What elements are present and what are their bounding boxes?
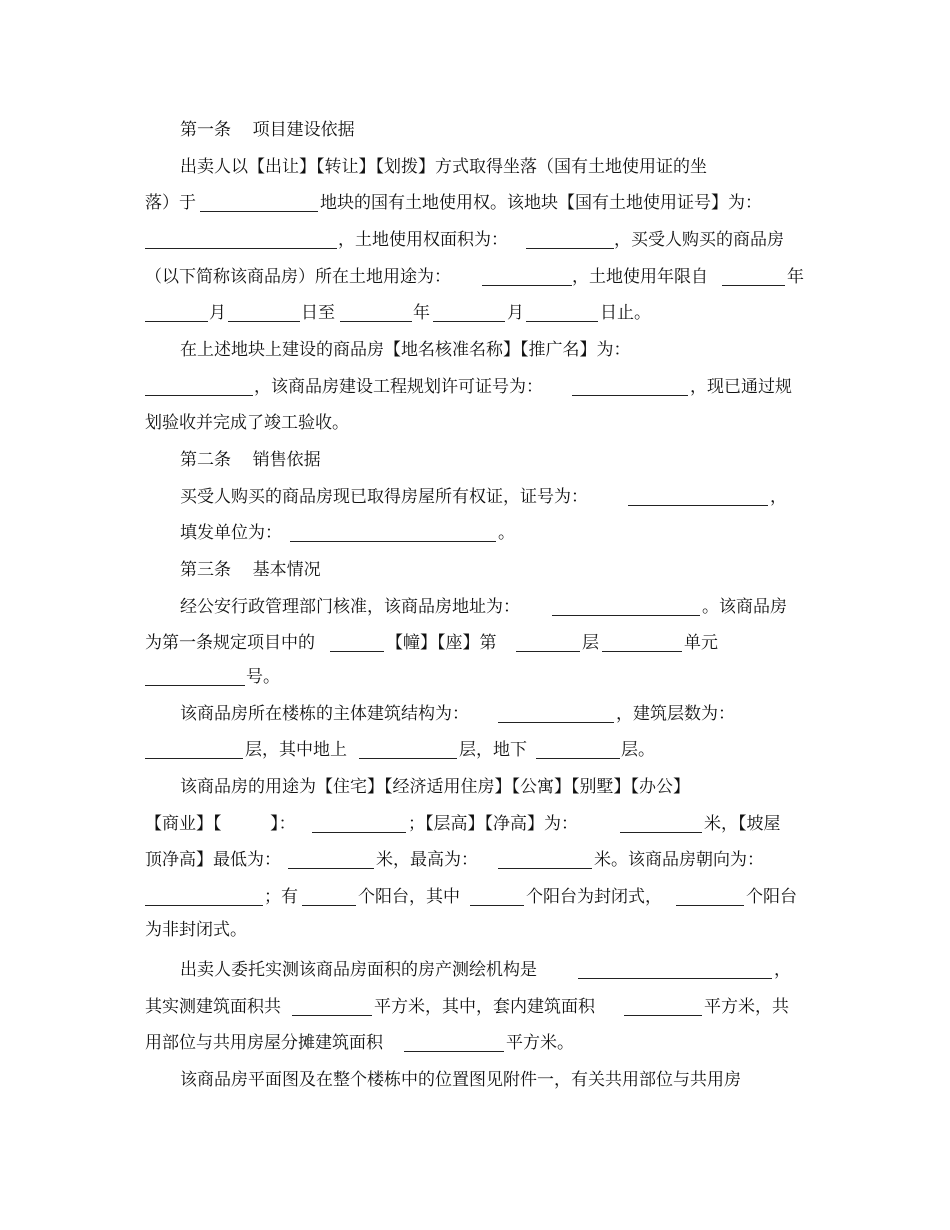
article1-text: 年 xyxy=(413,303,430,323)
blank-shared-area[interactable] xyxy=(404,1031,504,1059)
article3-text-line xyxy=(0,738,950,762)
article1-text-line xyxy=(0,265,950,289)
blank-term-start-year[interactable] xyxy=(722,265,785,293)
article1-text: 日止。 xyxy=(600,303,651,323)
article3-text: ， xyxy=(774,960,791,980)
article1-text: （以下简称该商品房）所在土地用途为： xyxy=(145,267,451,287)
article2-text: 。 xyxy=(498,523,515,543)
article3-text: 【商业】【 】： xyxy=(145,814,296,834)
article1-text-line xyxy=(0,338,950,362)
article3-text: 为非封闭式。 xyxy=(145,920,247,940)
article3-text: 个阳台，其中 xyxy=(358,887,460,907)
article1-heading-line xyxy=(0,118,950,142)
blank-min-height[interactable] xyxy=(288,848,374,876)
blank-issuing-authority[interactable] xyxy=(290,521,496,549)
blank-height[interactable] xyxy=(620,812,702,840)
article3-text-line xyxy=(0,775,950,799)
article3-text-line xyxy=(0,665,950,689)
blank-floors-above-ground[interactable] xyxy=(359,738,457,766)
article3-text: 出卖人委托实测该商品房面积的房产测绘机构是 xyxy=(180,960,537,980)
blank-planning-permit-number[interactable] xyxy=(572,375,688,403)
blank-term-start-day[interactable] xyxy=(228,301,300,329)
article3-heading: 第三条 基本情况 xyxy=(180,560,321,580)
article3-text: 经公安行政管理部门核准，该商品房地址为： xyxy=(180,597,520,617)
article3-text: 该商品房所在楼栋的主体建筑结构为： xyxy=(180,704,469,724)
article3-text: 其实测建筑面积共 xyxy=(145,997,281,1017)
article3-text: 该商品房平面图及在整个楼栋中的位置图见附件一，有关共用部位与共用房 xyxy=(180,1070,741,1090)
blank-usage-detail[interactable] xyxy=(312,812,406,840)
article3-heading-line xyxy=(0,558,950,582)
blank-floor[interactable] xyxy=(516,631,580,659)
blank-total-floors[interactable] xyxy=(145,738,243,766)
article2-text-line xyxy=(0,485,950,509)
article3-text-line xyxy=(0,812,950,836)
blank-building-number[interactable] xyxy=(330,631,384,659)
article3-text: 号。 xyxy=(246,667,280,687)
article2-text: 买受人购买的商品房现已取得房屋所有权证，证号为： xyxy=(180,487,588,507)
article3-text: 用部位与共用房屋分摊建筑面积 xyxy=(145,1033,383,1053)
article3-text: 平方米。 xyxy=(506,1033,574,1053)
blank-term-end-year[interactable] xyxy=(340,301,412,329)
article3-text: 平方米，其中，套内建筑面积 xyxy=(374,997,595,1017)
article3-text-line xyxy=(0,848,950,872)
blank-gross-area[interactable] xyxy=(292,995,372,1023)
article3-text: 层，地下 xyxy=(459,740,527,760)
blank-term-end-month[interactable] xyxy=(433,301,505,329)
article3-text: 层，其中地上 xyxy=(245,740,347,760)
article2-text: 填发单位为： xyxy=(180,523,282,543)
article1-text: ，现已通过规 xyxy=(690,377,792,397)
article1-heading: 第一条 项目建设依据 xyxy=(180,120,355,140)
article2-text-line xyxy=(0,521,950,545)
article1-text-line xyxy=(0,155,950,179)
blank-ownership-cert-number[interactable] xyxy=(628,485,768,513)
article3-text: 个阳台 xyxy=(746,887,797,907)
article3-text: 顶净高】最低为： xyxy=(145,850,281,870)
article1-text: 地块的国有土地使用权。该地块【国有土地使用证号】为： xyxy=(320,193,762,213)
article1-text: ，土地使用权面积为： xyxy=(338,230,508,250)
article3-text-line xyxy=(0,995,950,1019)
article3-text: 米。该商品房朝向为： xyxy=(594,850,764,870)
blank-project-name[interactable] xyxy=(145,375,253,403)
blank-max-height[interactable] xyxy=(498,848,592,876)
blank-open-balcony-count[interactable] xyxy=(676,885,744,913)
article1-text: 月 xyxy=(209,303,226,323)
article1-text: 日至 xyxy=(301,303,335,323)
article3-text: 为第一条规定项目中的 xyxy=(145,633,315,653)
article3-text: ；有 xyxy=(264,887,298,907)
article1-text-line xyxy=(0,411,950,435)
article3-text-line xyxy=(0,918,950,942)
article2-text: ， xyxy=(770,487,787,507)
article1-text: ，土地使用年限自 xyxy=(572,267,708,287)
blank-survey-agency[interactable] xyxy=(578,958,772,986)
blank-term-start-month[interactable] xyxy=(145,301,208,329)
blank-closed-balcony-count[interactable] xyxy=(470,885,524,913)
article1-text: 月 xyxy=(507,303,524,323)
blank-orientation[interactable] xyxy=(145,885,263,913)
article1-text: 年 xyxy=(787,267,804,287)
article3-text: ；【层高】【净高】为： xyxy=(408,814,578,834)
blank-balcony-count[interactable] xyxy=(302,885,356,913)
article1-text-line xyxy=(0,301,950,325)
article1-text: 在上述地块上建设的商品房【地名核准名称】【推广名】为： xyxy=(180,340,631,360)
article3-text-line xyxy=(0,1031,950,1055)
article3-text-line xyxy=(0,1068,950,1092)
article2-heading: 第二条 销售依据 xyxy=(180,450,321,470)
article1-text: ，买受人购买的商品房 xyxy=(614,230,784,250)
blank-term-end-day[interactable] xyxy=(526,301,598,329)
blank-land-use[interactable] xyxy=(482,265,572,293)
blank-internal-area[interactable] xyxy=(624,995,702,1023)
article1-text: 出卖人以【出让】【转让】【划拨】方式取得坐落（国有土地使用证的坐 xyxy=(180,157,707,177)
article1-text-line xyxy=(0,375,950,399)
blank-land-cert-number[interactable] xyxy=(145,228,337,256)
article1-text: 划验收并完成了竣工验收。 xyxy=(145,413,349,433)
article3-text-line xyxy=(0,958,950,982)
article1-text-line xyxy=(0,191,950,215)
article3-text-line xyxy=(0,595,950,619)
blank-room-number[interactable] xyxy=(145,665,245,693)
article3-text: 米，最高为： xyxy=(376,850,478,870)
article3-text: ，建筑层数为： xyxy=(616,704,735,724)
article3-text-line xyxy=(0,885,950,909)
article3-text: 层 xyxy=(582,633,599,653)
article3-text: 该商品房的用途为【住宅】【经济适用住房】【公寓】【别墅】【办公】 xyxy=(180,777,690,797)
article1-text-line xyxy=(0,228,950,252)
article3-text: 个阳台为封闭式， xyxy=(526,887,662,907)
article3-text: 米，【坡屋 xyxy=(704,814,781,834)
blank-land-location[interactable] xyxy=(200,191,318,219)
article3-text: 平方米，共 xyxy=(704,997,789,1017)
article1-text: ，该商品房建设工程规划许可证号为： xyxy=(254,377,543,397)
article3-text: 。该商品房 xyxy=(702,597,787,617)
blank-floors-below-ground[interactable] xyxy=(536,738,620,766)
article1-text: 落）于 xyxy=(145,193,196,213)
article3-text: 层。 xyxy=(621,740,655,760)
article3-text: 单元 xyxy=(684,633,718,653)
blank-land-area[interactable] xyxy=(526,228,614,256)
article2-heading-line xyxy=(0,448,950,472)
blank-structure-type[interactable] xyxy=(498,702,614,730)
article3-text-line xyxy=(0,631,950,655)
blank-property-address[interactable] xyxy=(552,595,700,623)
article3-text-line xyxy=(0,702,950,726)
blank-unit[interactable] xyxy=(602,631,682,659)
article3-text: 【幢】【座】第 xyxy=(386,633,497,653)
